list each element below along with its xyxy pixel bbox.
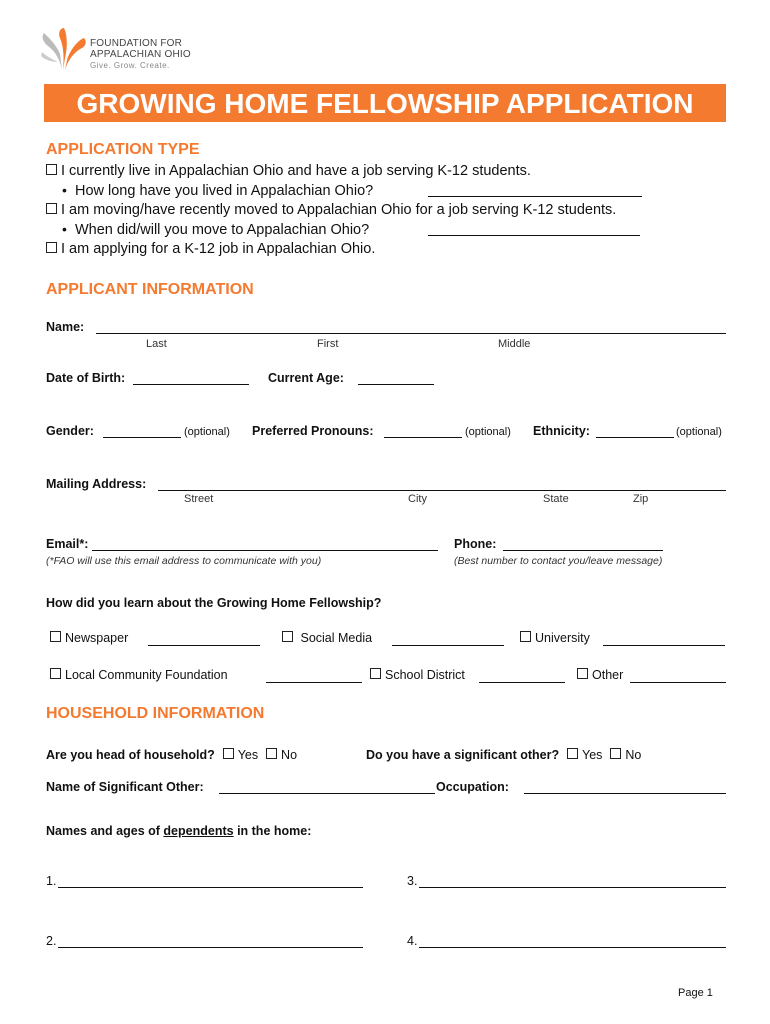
head-yes-option[interactable] xyxy=(219,748,258,762)
pronouns-optional-note: (optional) xyxy=(465,426,511,438)
sub-question-how-long xyxy=(62,182,373,199)
sub-question-when-move xyxy=(62,221,369,238)
dependent-4-field[interactable] xyxy=(419,947,726,948)
significant-other-question: Do you have a significant other? xyxy=(366,748,560,762)
dob-field[interactable] xyxy=(133,384,249,385)
name-label: Name: xyxy=(46,320,85,334)
dependent-3-field[interactable] xyxy=(419,887,726,888)
significant-other-name-field[interactable] xyxy=(219,793,435,794)
foundation-logo xyxy=(38,26,88,72)
learn-question: How did you learn about the Growing Home Fellowship? xyxy=(46,596,382,610)
ethnicity-field[interactable] xyxy=(596,437,674,438)
ethnicity-label: Ethnicity: xyxy=(533,424,590,438)
source-university[interactable] xyxy=(520,631,590,645)
option-moving-to-appalachia[interactable] xyxy=(46,202,616,218)
source-label: Newspaper xyxy=(65,631,129,645)
other-field[interactable] xyxy=(630,682,726,683)
option-label: I am moving/have recently moved to Appalachian Ohio for a job serving K-12 students. xyxy=(61,202,617,218)
significant-other-row xyxy=(366,746,641,764)
source-label: Other xyxy=(592,668,624,682)
question-label: How long have you lived in Appalachian Ohio? xyxy=(74,183,374,199)
email-label: Email*: xyxy=(46,537,89,551)
dependent-1-field[interactable] xyxy=(58,887,363,888)
checkbox[interactable] xyxy=(610,748,621,759)
address-sub-city: City xyxy=(408,493,427,505)
name-sub-last: Last xyxy=(146,338,167,350)
newspaper-field[interactable] xyxy=(148,645,260,646)
gender-label: Gender: xyxy=(46,424,94,438)
checkbox[interactable] xyxy=(567,748,578,759)
checkbox[interactable] xyxy=(50,668,61,679)
checkbox[interactable] xyxy=(577,668,588,679)
source-label: University xyxy=(535,631,590,645)
logo-tagline: Give. Grow. Create. xyxy=(90,61,170,70)
source-label: Social Media xyxy=(300,631,373,645)
option-label: I currently live in Appalachian Ohio and have a job serving K-12 students. xyxy=(61,163,531,179)
source-label: School District xyxy=(385,668,465,682)
age-field[interactable] xyxy=(358,384,434,385)
page-title: GROWING HOME FELLOWSHIP APPLICATION xyxy=(76,88,694,119)
dependents-word: dependents xyxy=(163,824,234,838)
head-of-household-question: Are you head of household? xyxy=(46,748,215,762)
sig-no-option[interactable] xyxy=(607,748,641,762)
address-field[interactable] xyxy=(158,490,726,491)
checkbox[interactable] xyxy=(46,164,57,175)
checkbox[interactable] xyxy=(50,631,61,642)
address-sub-state: State xyxy=(543,493,569,505)
option-live-in-appalachia[interactable] xyxy=(46,163,531,179)
name-sub-middle: Middle xyxy=(498,338,531,350)
dependent-2-field[interactable] xyxy=(58,947,363,948)
dependents-post: in the home: xyxy=(237,824,312,838)
head-no-option[interactable] xyxy=(263,748,297,762)
source-school-district[interactable] xyxy=(370,668,465,682)
page-number: Page 1 xyxy=(678,987,713,999)
address-sub-street: Street xyxy=(184,493,214,505)
dependent-4-number: 4. xyxy=(407,934,418,948)
gender-optional-note: (optional) xyxy=(184,426,230,438)
pronouns-label: Preferred Pronouns: xyxy=(252,424,374,438)
school-district-field[interactable] xyxy=(479,682,565,683)
community-foundation-field[interactable] xyxy=(266,682,362,683)
dependents-question xyxy=(46,824,311,838)
checkbox[interactable] xyxy=(223,748,234,759)
dependent-1-number: 1. xyxy=(46,874,57,888)
age-label: Current Age: xyxy=(268,371,344,385)
option-applying-k12-job[interactable] xyxy=(46,241,375,257)
university-field[interactable] xyxy=(603,645,725,646)
occupation-field[interactable] xyxy=(524,793,726,794)
checkbox[interactable] xyxy=(46,242,57,253)
name-sub-first: First xyxy=(317,338,339,350)
address-sub-zip: Zip xyxy=(633,493,649,505)
checkbox[interactable] xyxy=(370,668,381,679)
section-heading-application-type: APPLICATION TYPE xyxy=(46,141,200,158)
source-label: Local Community Foundation xyxy=(65,668,228,682)
occupation-label: Occupation: xyxy=(436,780,509,794)
phone-field[interactable] xyxy=(503,550,663,551)
checkbox[interactable] xyxy=(266,748,277,759)
source-social-media[interactable] xyxy=(282,631,372,645)
significant-other-name-label: Name of Significant Other: xyxy=(46,780,204,794)
sig-yes-option[interactable] xyxy=(564,748,603,762)
when-move-field[interactable] xyxy=(428,235,640,236)
checkbox[interactable] xyxy=(520,631,531,642)
email-field[interactable] xyxy=(92,550,438,551)
checkbox[interactable] xyxy=(46,203,57,214)
dependents-pre: Names and ages of xyxy=(46,824,160,838)
logo-line-1: FOUNDATION FOR xyxy=(90,38,183,49)
source-newspaper[interactable] xyxy=(50,631,128,645)
question-label: When did/will you move to Appalachian Ohio? xyxy=(74,222,370,238)
address-label: Mailing Address: xyxy=(46,477,147,491)
yes-label: Yes xyxy=(237,748,259,762)
email-note: (*FAO will use this email address to communicate with you) xyxy=(46,555,322,567)
name-field[interactable] xyxy=(96,333,726,334)
how-long-field[interactable] xyxy=(428,196,642,197)
pronouns-field[interactable] xyxy=(384,437,462,438)
dependent-2-number: 2. xyxy=(46,934,57,948)
yes-label: Yes xyxy=(582,748,603,762)
head-of-household-row xyxy=(46,746,297,764)
no-label: No xyxy=(625,748,642,762)
dob-label: Date of Birth: xyxy=(46,371,126,385)
gender-field[interactable] xyxy=(103,437,181,438)
source-local-community-foundation[interactable] xyxy=(50,668,228,682)
bullet-icon: • xyxy=(62,221,67,237)
source-other[interactable] xyxy=(577,668,623,682)
ethnicity-optional-note: (optional) xyxy=(676,426,722,438)
phone-label: Phone: xyxy=(454,537,497,551)
section-heading-household-information: HOUSEHOLD INFORMATION xyxy=(46,705,265,722)
section-heading-applicant-information: APPLICANT INFORMATION xyxy=(46,281,254,298)
dependent-3-number: 3. xyxy=(407,874,418,888)
bullet-icon: • xyxy=(62,182,67,198)
logo-line-2: APPALACHIAN OHIO xyxy=(90,49,191,60)
option-label: I am applying for a K-12 job in Appalachian Ohio. xyxy=(61,241,376,257)
social-media-field[interactable] xyxy=(392,645,504,646)
phone-note: (Best number to contact you/leave message) xyxy=(454,555,663,567)
no-label: No xyxy=(281,748,298,762)
checkbox[interactable] xyxy=(282,631,293,642)
